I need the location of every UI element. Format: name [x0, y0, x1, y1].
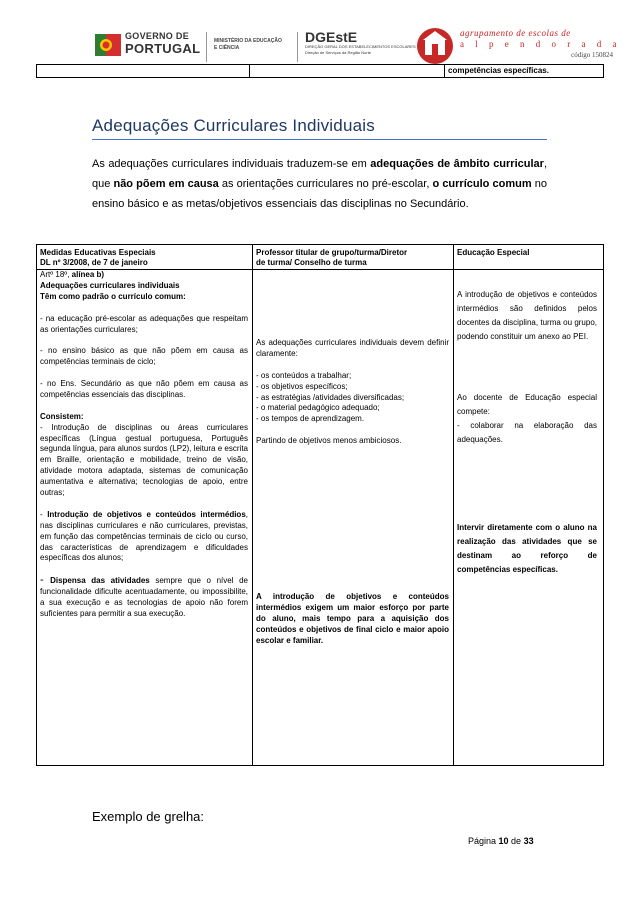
page-number: Página 10 de 33: [468, 836, 534, 846]
dgeste-title: DGEstE: [305, 29, 358, 45]
table-cell-special-education-role: Ao docente de Educação especial compete: - colaborar na elaboração das adequações.: [457, 393, 597, 444]
strip-text: competências específicas.: [448, 66, 549, 75]
intro-paragraph: As adequações curriculares individuais traduzem-se em adequações de âmbito curricular, que não põem em causa as orientações curriculares no pré-escolar, o currículo comum no ensino básico e as metas/objetivos essenciais das disciplinas no Secundário.: [92, 158, 547, 210]
table-cell-measures: Artº 18º, alínea b) Adequações curriculares individuais Têm como padrão o currículo comum: - na educação pré-escolar as adequações que respeitam as orientações curriculares; - no ensino básico as que não põem em causa as competências terminais de ciclo; - no Ens. Secundário as que não põem em causa as competências essenciais das disciplinas. Consistem: - Introdução de disciplinas ou áreas curriculares específicas (Língua gestual portuguesa, Português segunda língua, para alunos surdos (LP2), leitura e escrita em Braille, orientação e mobilidade, treino de visão, atividade motora adaptada, sistemas de comunicação aumentativa e alternativa; tecnologias de apoio, entre outras; - Introdução de objetivos e conteúdos intermédios, nas disciplinas curriculares e não curriculares, previstas, em função das competências terminais de ciclo ou curso, das características de aprendizagem e dificuldades específicas dos alunos; - Dispensa das atividades sempre que o nível de funcionalidade dificulte acentuadamente, ou impossibilite, a sua execução e as tecnologias de apoio não forem suficientes para permitir a sua execução.: [40, 270, 249, 618]
table-header-special-education: Educação Especial: [457, 248, 530, 257]
title-underline: [92, 139, 547, 140]
table-cell-special-education: A introdução de objetivos e conteúdos intermédios são definidos pelos docentes da disciplina, turma ou grupo, podendo constituir um anexo ao PEI.: [457, 290, 597, 341]
gov-logo-line2: PORTUGAL: [125, 41, 201, 56]
ministry-label: MINISTÉRIO DA EDUCAÇÃO E CIÊNCIA: [214, 38, 282, 51]
section-title: Adequações Curriculares Individuais: [92, 116, 375, 135]
measures-table: [36, 244, 604, 766]
table-header-measures: Medidas Educativas Especiais DL nº 3/2008, de 7 de janeiro: [40, 248, 156, 267]
government-logo: [95, 28, 200, 66]
gov-logo-line1: GOVERNO DE: [125, 31, 190, 41]
table-cell-teacher-note: A introdução de objetivos e conteúdos intermédios exigem um maior esforço por parte do aluno, mais tempo para a aquisição dos conteúdos e objetivos de final ciclo e maior apoio escolar e familiar.: [256, 592, 449, 645]
logo-divider: [206, 32, 207, 62]
school-emblem-icon: [415, 26, 455, 66]
logo-divider: [297, 32, 298, 62]
example-label: Exemplo de grelha:: [92, 809, 205, 824]
header-strip-table: [36, 64, 604, 78]
table-cell-special-education-intervention: Intervir diretamente com o aluno na realização das atividades que se destinam ao reforço de competências específicas.: [457, 523, 597, 574]
portugal-emblem-icon: [95, 30, 123, 60]
dgeste-logo: DGEstE DIREÇÃO GERAL DOS ESTABELECIMENTOS ESCOLARES Direção de Serviços da Região Norte: [305, 29, 416, 55]
school-logo-text: agrupamento de escolas de a l p e n d o r a d a código 150824: [460, 28, 621, 59]
table-cell-teacher: As adequações curriculares individuais devem definir claramente: - os conteúdos a trabalhar; - os objetivos específicos; - as estratégias /atividades diversificadas; - o material pedagógico adequado; - os tempos de aprendizagem. Partindo de objetivos menos ambiciosos.: [256, 338, 449, 446]
table-header-teacher: Professor titular de grupo/turma/Diretor de turma/ Conselho de turma: [256, 248, 408, 267]
